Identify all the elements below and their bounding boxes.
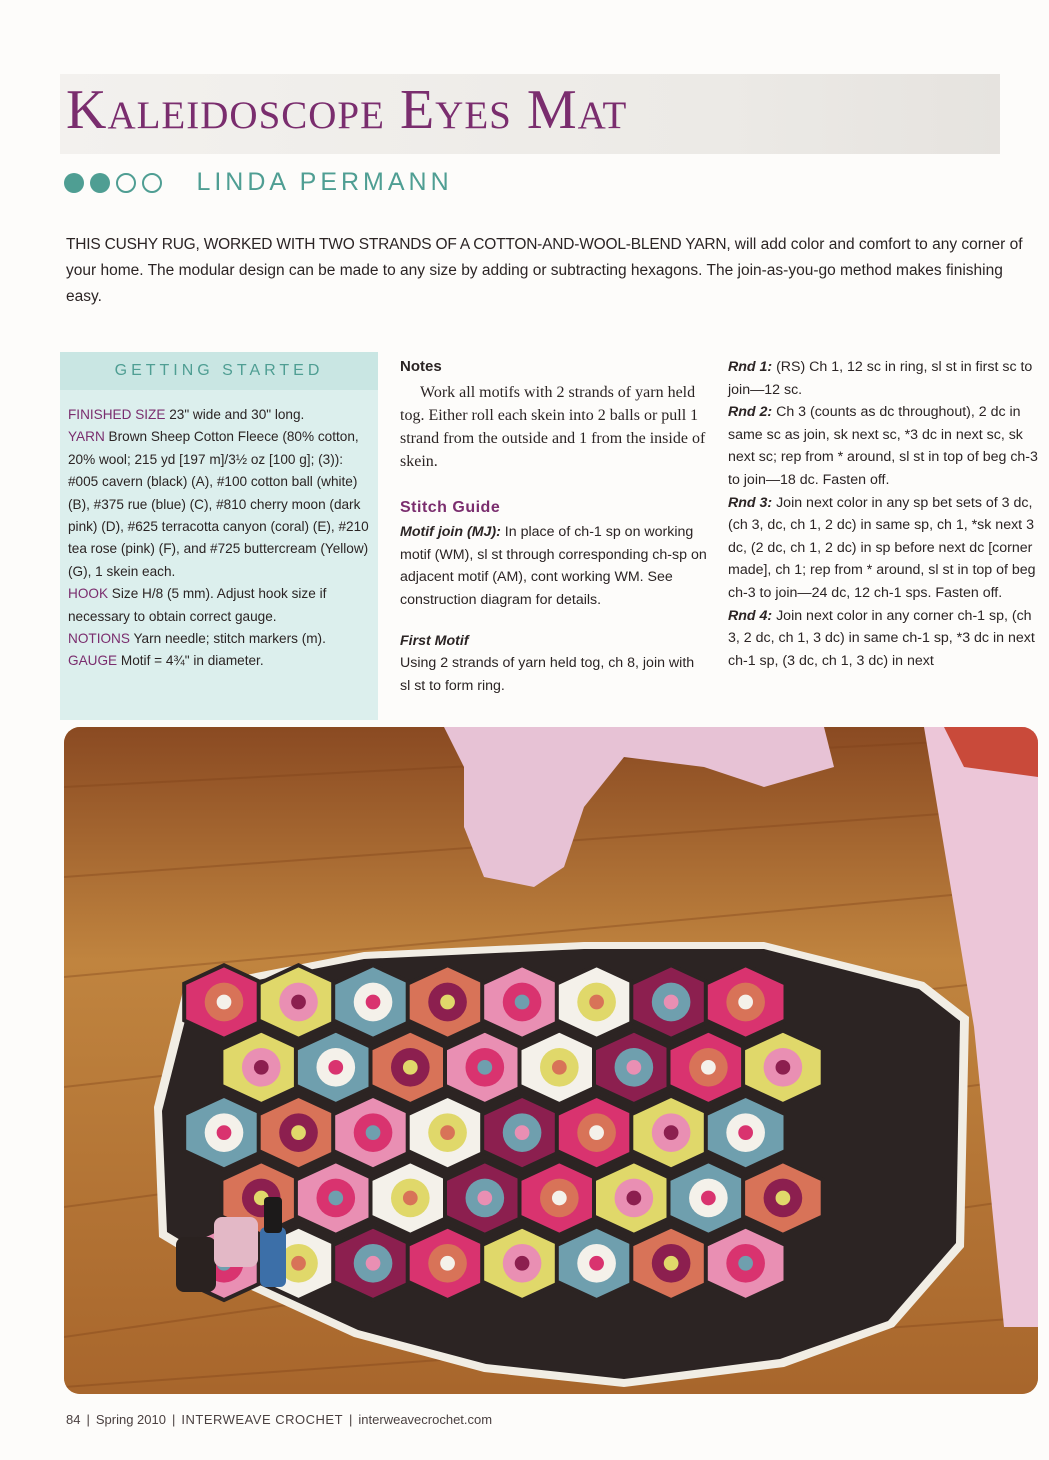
- round-4: [728, 605, 1040, 673]
- stitch-guide-heading: Stitch Guide: [400, 498, 501, 516]
- motif-core: [477, 1191, 492, 1206]
- motif-core: [291, 995, 306, 1010]
- rounds-column: [728, 356, 1040, 672]
- motif-core: [515, 1256, 530, 1271]
- motif-core: [291, 1125, 306, 1140]
- gauge-value: Motif = 4¾" in diameter.: [117, 653, 264, 669]
- yarn: [68, 426, 370, 583]
- motif-core: [366, 995, 381, 1010]
- round-4-text: Join next color in any corner ch-1 sp, (ch 3, 2 dc, ch 1, 3 dc) in same ch-1 sp, *3 dc in next ch-1 sp, (3 dc, ch 1, 3 dc) in next: [728, 607, 1035, 669]
- skill-dot-empty-icon: [116, 173, 136, 193]
- round-1: [728, 356, 1040, 401]
- motif-join-text: In place of ch-1 sp on working motif (WM), sl st through corresponding ch-sp on adjacent motif (AM), cont working WM. See construction diagram for details.: [400, 524, 707, 608]
- motif-core: [664, 1256, 679, 1271]
- notions: [68, 628, 370, 650]
- skill-dot-filled-icon: [64, 173, 84, 193]
- finished-size-value: 23" wide and 30" long.: [165, 407, 305, 422]
- motif-core: [552, 1191, 567, 1206]
- getting-started-body: [60, 390, 378, 673]
- author-name: LINDA PERMANN: [196, 168, 453, 196]
- round-4-label: Rnd 4:: [728, 607, 773, 624]
- motif-core: [254, 1060, 269, 1075]
- round-2: [728, 401, 1040, 491]
- rug-photo: [64, 727, 1038, 1394]
- page-footer: 84 | Spring 2010 | INTERWEAVE CROCHET | interweavecrochet.com: [66, 1412, 493, 1427]
- motif-core: [440, 1125, 455, 1140]
- motif-core: [589, 1125, 604, 1140]
- motif-core: [664, 995, 679, 1010]
- motif-core: [328, 1191, 343, 1206]
- motif-join-label: Motif join (MJ):: [400, 524, 501, 541]
- notions-label: NOTIONS: [68, 631, 130, 647]
- motif-core: [701, 1191, 716, 1206]
- notes-heading: Notes: [400, 358, 442, 375]
- round-1-label: Rnd 1:: [728, 359, 773, 375]
- motif-core: [738, 1125, 753, 1140]
- gauge: [68, 650, 370, 672]
- byline: [64, 168, 453, 198]
- round-3-label: Rnd 3:: [728, 494, 773, 511]
- motif-core: [552, 1060, 567, 1075]
- motif-core: [403, 1191, 418, 1206]
- page-number: 84: [66, 1412, 81, 1427]
- motif-core: [217, 995, 232, 1010]
- motif-core: [776, 1191, 791, 1206]
- round-3-text: Join next color in any sp bet sets of 3 dc, (ch 3, dc, ch 1, 2 dc) in same sp, ch 1, *sk next 3 dc, (2 dc, ch 1, 2 dc) in sp before next dc [corner made], ch 1; rep from * around, sl st in top of beg ch-3 to join—24 dc, 12 ch-1 sps. Fasten off.: [728, 494, 1036, 601]
- motif-core: [776, 1060, 791, 1075]
- motif-core: [738, 1256, 753, 1271]
- motif-core: [701, 1060, 716, 1075]
- hook: [68, 583, 370, 628]
- intro-lead: THIS CUSHY RUG, WORKED WITH TWO STRANDS OF A COTTON-AND-WOOL-BLEND YARN,: [66, 236, 731, 253]
- motif-core: [291, 1256, 306, 1271]
- notions-value: Yarn needle; stitch markers (m).: [129, 631, 326, 647]
- notes-column: [400, 356, 708, 697]
- hook-label: HOOK: [68, 586, 109, 602]
- hook-value: Size H/8 (5 mm). Adjust hook size if necessary to obtain correct gauge.: [68, 586, 327, 624]
- motif-core: [515, 995, 530, 1010]
- motif-core: [403, 1060, 418, 1075]
- motif-core: [589, 1256, 604, 1271]
- finished-size-label: FINISHED SIZE: [68, 407, 166, 422]
- first-motif-text: Using 2 strands of yarn held tog, ch 8, join with sl st to form ring.: [400, 655, 695, 694]
- round-1-text: (RS) Ch 1, 12 sc in ring, sl st in first sc to join—12 sc.: [728, 359, 1033, 398]
- motif-core: [366, 1125, 381, 1140]
- gauge-label: GAUGE: [68, 653, 118, 669]
- skill-dot-filled-icon: [90, 173, 110, 193]
- motif-core: [217, 1125, 232, 1140]
- motif-core: [328, 1060, 343, 1075]
- notes-text: Work all motifs with 2 strands of yarn held tog. Either roll each skein into 2 balls or pull 1 strand from the outside and 1 from the inside of skein.: [400, 383, 706, 470]
- round-2-text: Ch 3 (counts as dc throughout), 2 dc in same sc as join, sk next sc, *3 dc in next sc, sk next sc; rep from * around, sl st in top of beg ch-3 to join—18 dc. Fasten off.: [728, 404, 1038, 488]
- motif-core: [664, 1125, 679, 1140]
- magazine-name: INTERWEAVE CROCHET: [181, 1412, 344, 1427]
- first-motif-heading: First Motif: [400, 632, 469, 649]
- motif-core: [515, 1125, 530, 1140]
- motif-core: [589, 995, 604, 1010]
- yarn-label: YARN: [68, 429, 105, 445]
- round-2-label: Rnd 2:: [728, 404, 773, 421]
- website-link[interactable]: interweavecrochet.com: [358, 1412, 493, 1427]
- getting-started-box: [60, 352, 378, 720]
- round-3: [728, 492, 1040, 605]
- motif-core: [738, 995, 753, 1010]
- yarn-value: Brown Sheep Cotton Fleece (80% cotton, 20% wool; 215 yd [197 m]/3½ oz [100 g]; (3)): #005 cavern (black) (A), #100 cotton ball (white) (B), #375 rue (blue) (C), #810 cherry moon (dark pink) (D), #625 terracotta canyon (coral) (E), #210 tea rose (pink) (F), and #725 buttercream (Yellow) (G), 1 skein each.: [68, 429, 369, 579]
- motif-core: [627, 1060, 642, 1075]
- motif-core: [440, 1256, 455, 1271]
- issue-name: Spring 2010: [95, 1412, 166, 1427]
- getting-started-heading: GETTING STARTED: [60, 352, 378, 390]
- skill-dot-empty-icon: [142, 173, 162, 193]
- motif-core: [627, 1191, 642, 1206]
- rug-photo-illustration: [64, 727, 1038, 1394]
- motif-core: [440, 995, 455, 1010]
- intro-paragraph: [66, 232, 1038, 310]
- motif-join-definition: [400, 521, 708, 611]
- intro-text: will add color and comfort to any corner of your home. The modular design can be made to any size by adding or subtracting hexagons. The join-as-you-go method makes finishing easy.: [66, 236, 1023, 305]
- finished-size: [68, 404, 370, 426]
- motif-core: [477, 1060, 492, 1075]
- motif-core: [366, 1256, 381, 1271]
- page-title: Kaleidoscope Eyes Mat: [66, 79, 628, 141]
